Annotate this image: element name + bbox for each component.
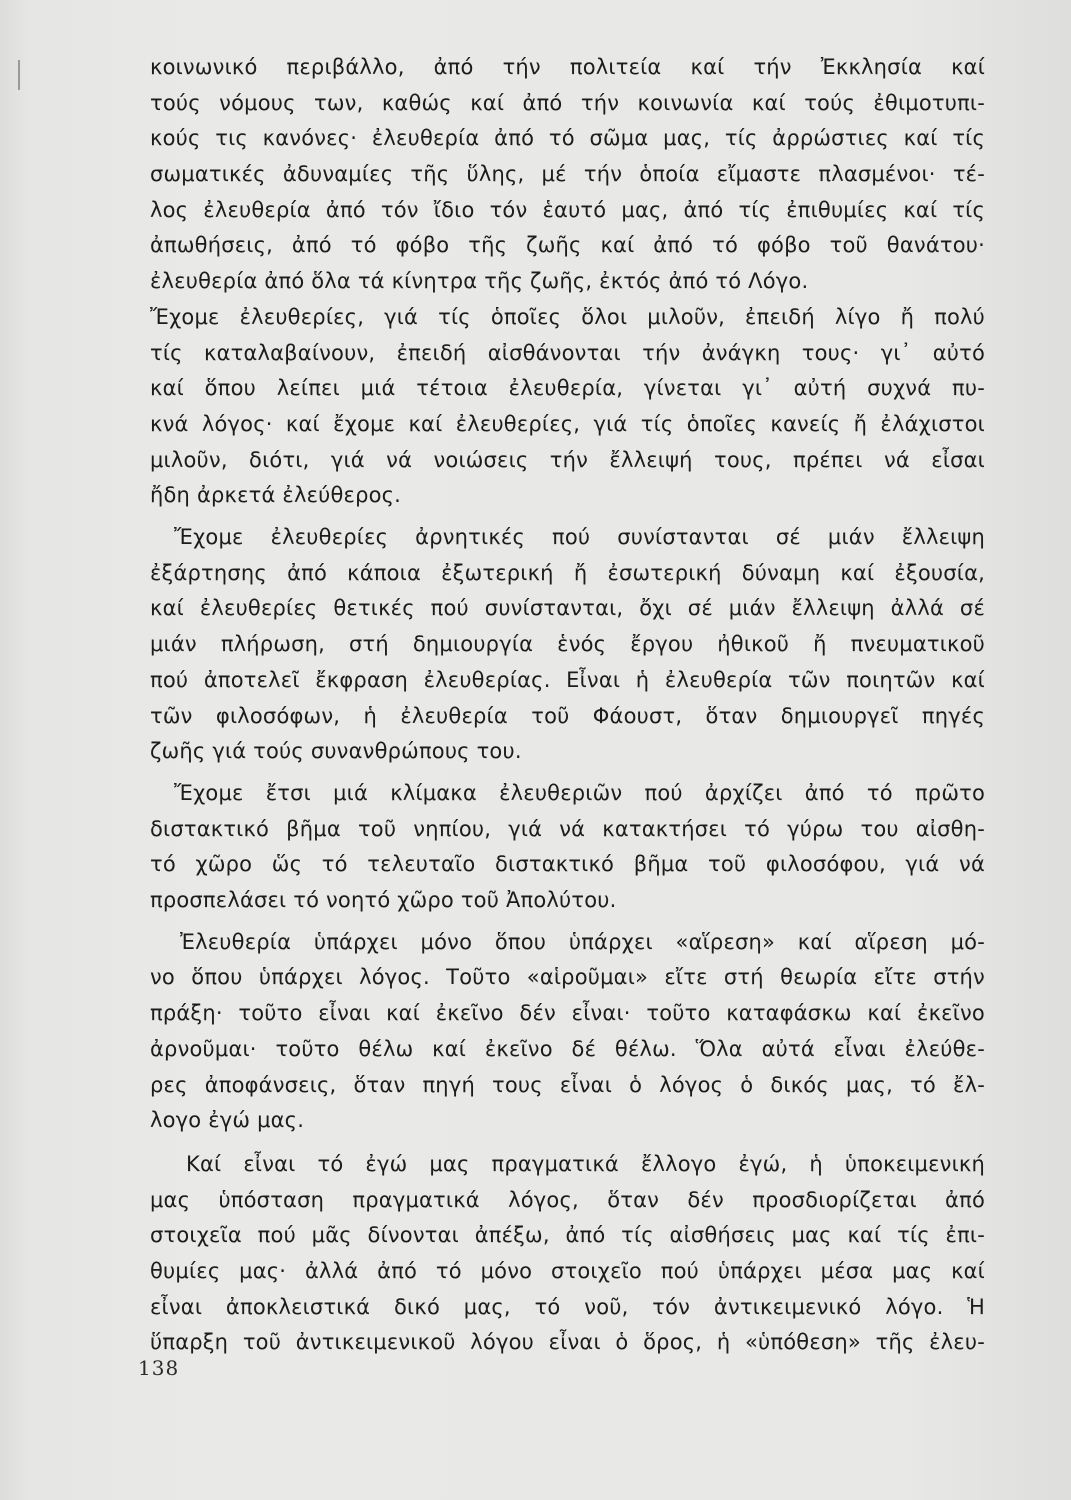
text-line: πράξη· τοῦτο εἶναι καί ἐκεῖνο δέν εἶναι· τοῦτο καταφάσκω καί ἐκεῖνο bbox=[150, 1001, 985, 1026]
body-text bbox=[150, 50, 985, 1361]
text-line: σωματικές ἀδυναμίες τῆς ὕλης, μέ τήν ὁποία εἴμαστε πλασμένοι· τέ- bbox=[150, 162, 985, 187]
text-line: τίς καταλαβαίνουν, ἐπειδή αἰσθάνονται τήν ἀνάγκη τους· γι᾽ αὐτό bbox=[150, 340, 985, 365]
text-line: μας ὑπόσταση πραγματικά λόγος, ὅταν δέν προσδιορίζεται ἀπό bbox=[150, 1187, 985, 1212]
paragraph bbox=[150, 520, 985, 770]
text-line: ζωῆς γιά τούς συνανθρώπους του. bbox=[150, 739, 522, 764]
text-line: καί ἐλευθερίες θετικές πού συνίστανται, ὄχι σέ μιάν ἔλλειψη ἀλλά σέ bbox=[150, 596, 985, 621]
text-line: ρες ἀποφάνσεις, ὅταν πηγή τους εἶναι ὁ λόγος ὁ δικός μας, τό ἔλ- bbox=[150, 1072, 985, 1097]
text-line: Καί εἶναι τό ἐγώ μας πραγματικά ἔλλογο ἐγώ, ἡ ὑποκειμενική bbox=[186, 1151, 985, 1176]
text-line: καί ὅπου λείπει μιά τέτοια ἐλευθερία, γίνεται γι᾽ αὐτή συχνά πυ- bbox=[150, 376, 985, 401]
text-line: διστακτικό βῆμα τοῦ νηπίου, γιά νά κατακτήσει τό γύρω του αἰσθη- bbox=[150, 816, 985, 841]
text-line: ἐλευθερία ἀπό ὅλα τά κίνητρα τῆς ζωῆς, ἐκτός ἀπό τό Λόγο. bbox=[150, 269, 809, 294]
text-line: ἀπωθήσεις, ἀπό τό φόβο τῆς ζωῆς καί ἀπό τό φόβο τοῦ θανάτου· bbox=[150, 233, 985, 258]
text-line: κνά λόγος· καί ἔχομε καί ἐλευθερίες, γιά τίς ὁποῖες κανείς ἤ ἐλάχιστοι bbox=[150, 411, 985, 436]
text-line: Ἔχομε ἐλευθερίες, γιά τίς ὁποῖες ὅλοι μιλοῦν, ἐπειδή λίγο ἤ πολύ bbox=[150, 304, 985, 329]
text-line: πού ἀποτελεῖ ἔκφραση ἐλευθερίας. Εἶναι ἡ ἐλευθερία τῶν ποιητῶν καί bbox=[150, 667, 985, 692]
paragraph bbox=[150, 925, 985, 1139]
text-line: μιλοῦν, διότι, γιά νά νοιώσεις τήν ἔλλειψή τους, πρέπει νά εἶσαι bbox=[150, 447, 985, 472]
text-line: λος ἐλευθερία ἀπό τόν ἴδιο τόν ἑαυτό μας, ἀπό τίς ἐπιθυμίες καί τίς bbox=[150, 197, 985, 222]
text-line: Ἔχομε ἔτσι μιά κλίμακα ἐλευθεριῶν πού ἀρχίζει ἀπό τό πρῶτο bbox=[174, 780, 985, 805]
text-line: Ἔχομε ἐλευθερίες ἀρνητικές πού συνίστανται σέ μιάν ἔλλειψη bbox=[174, 525, 985, 550]
text-line: εἶναι ἀποκλειστικά δικό μας, τό νοῦ, τόν ἀντικειμενικό λόγο. Ἡ bbox=[150, 1294, 985, 1319]
text-line: θυμίες μας· ἀλλά ἀπό τό μόνο στοιχεῖο πού ὑπάρχει μέσα μας καί bbox=[150, 1259, 985, 1284]
binding-mark bbox=[18, 60, 20, 90]
paragraph bbox=[150, 300, 985, 514]
text-line: προσπελάσει τό νοητό χῶρο τοῦ Ἀπολύτου. bbox=[150, 888, 617, 913]
text-line: νο ὅπου ὑπάρχει λόγος. Τοῦτο «αἱροῦμαι» εἴτε στή θεωρία εἴτε στήν bbox=[150, 965, 985, 990]
text-line: Ἐλευθερία ὑπάρχει μόνο ὅπου ὑπάρχει «αἵρεση» καί αἵρεση μό- bbox=[180, 929, 985, 954]
text-line: ὕπαρξη τοῦ ἀντικειμενικοῦ λόγου εἶναι ὁ ὅρος, ἡ «ὑπόθεση» τῆς ἐλευ- bbox=[150, 1330, 985, 1355]
paragraph bbox=[150, 776, 985, 919]
text-line: μιάν πλήρωση, στή δημιουργία ἑνός ἔργου ἠθικοῦ ἤ πνευματικοῦ bbox=[150, 632, 985, 657]
text-line: κούς τις κανόνες· ἐλευθερία ἀπό τό σῶμα μας, τίς ἀρρώστιες καί τίς bbox=[150, 126, 985, 151]
text-line: τῶν φιλοσόφων, ἡ ἐλευθερία τοῦ Φάουστ, ὅταν δημιουργεῖ πηγές bbox=[150, 703, 985, 728]
text-line: ἐξάρτησης ἀπό κάποια ἐξωτερική ἤ ἐσωτερική δύναμη καί ἐξουσία, bbox=[150, 560, 985, 585]
text-line: τούς νόμους των, καθώς καί ἀπό τήν κοινωνία καί τούς ἐθιμοτυπι- bbox=[150, 90, 985, 115]
text-line: τό χῶρο ὥς τό τελευταῖο διστακτικό βῆμα τοῦ φιλοσόφου, γιά νά bbox=[150, 852, 985, 877]
text-line: ἤδη ἀρκετά ἐλεύθερος. bbox=[150, 483, 402, 508]
text-line: κοινωνικό περιβάλλο, ἀπό τήν πολιτεία καί τήν Ἐκκλησία καί bbox=[150, 55, 985, 79]
paragraph bbox=[150, 50, 985, 300]
page-number: 138 bbox=[138, 1356, 180, 1380]
text-line: λογο ἐγώ μας. bbox=[150, 1108, 305, 1133]
text-line: ἀρνοῦμαι· τοῦτο θέλω καί ἐκεῖνο δέ θέλω. Ὅλα αὐτά εἶναι ἐλεύθε- bbox=[150, 1036, 985, 1061]
paragraph bbox=[150, 1147, 985, 1361]
text-line: στοιχεῖα πού μᾶς δίνονται ἀπέξω, ἀπό τίς αἰσθήσεις μας καί τίς ἐπι- bbox=[150, 1223, 985, 1248]
